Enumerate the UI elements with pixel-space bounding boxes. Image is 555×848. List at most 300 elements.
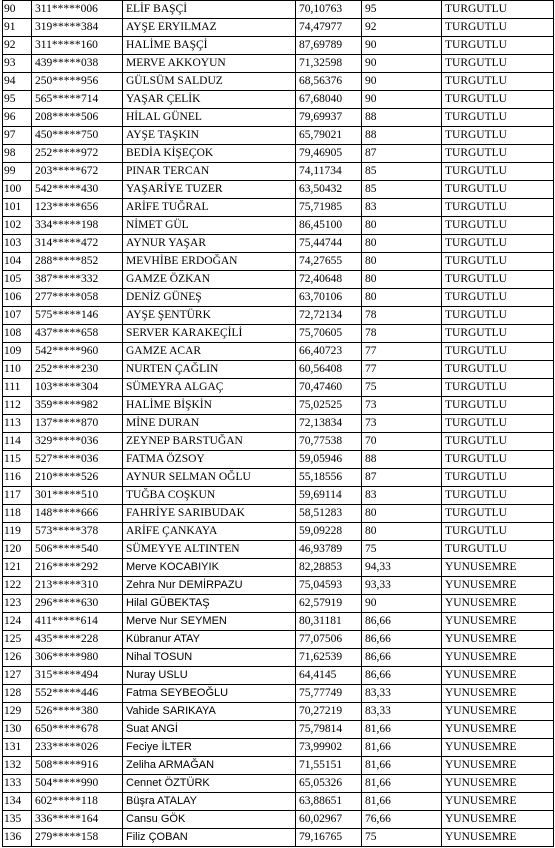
table-row [3,325,554,343]
score-cell: 68,56376 [296,73,362,91]
id-number-cell: 315*****494 [32,667,123,685]
points-cell: 77 [362,343,442,361]
district-cell: YUNUSEMRE [442,577,554,595]
table-row [3,163,554,181]
district-cell: YUNUSEMRE [442,775,554,793]
score-cell: 75,04593 [296,577,362,595]
table-row [3,487,554,505]
id-number-cell: 336*****164 [32,811,123,829]
row-number-cell: 129 [3,703,32,721]
row-number-cell: 127 [3,667,32,685]
district-cell: YUNUSEMRE [442,559,554,577]
row-number-cell: 100 [3,181,32,199]
full-name-cell: Zehra Nur DEMİRPAZU [123,577,296,595]
row-number-cell: 128 [3,685,32,703]
full-name-cell: AYŞE ŞENTÜRK [123,307,296,325]
full-name-cell: Feciye İLTER [123,739,296,757]
row-number-cell: 122 [3,577,32,595]
full-name-cell: ARİFE TUĞRAL [123,199,296,217]
id-number-cell: 311*****160 [32,37,123,55]
id-number-cell: 123*****656 [32,199,123,217]
score-cell: 58,51283 [296,505,362,523]
district-cell: TURGUTLU [442,109,554,127]
score-cell: 70,47460 [296,379,362,397]
table-row [3,505,554,523]
score-cell: 73,99902 [296,739,362,757]
score-cell: 66,40723 [296,343,362,361]
id-number-cell: 565*****714 [32,91,123,109]
table-row [3,649,554,667]
score-cell: 59,09228 [296,523,362,541]
score-cell: 62,57919 [296,595,362,613]
row-number-cell: 112 [3,397,32,415]
table-row [3,433,554,451]
row-number-cell: 106 [3,289,32,307]
id-number-cell: 296*****630 [32,595,123,613]
table-row [3,541,554,559]
full-name-cell: Vahide SARIKAYA [123,703,296,721]
table-row [3,91,554,109]
points-cell: 90 [362,595,442,613]
table-row [3,775,554,793]
points-cell: 90 [362,55,442,73]
score-cell: 75,02525 [296,397,362,415]
id-number-cell: 573*****378 [32,523,123,541]
score-cell: 75,70605 [296,325,362,343]
id-number-cell: 542*****960 [32,343,123,361]
points-cell: 85 [362,163,442,181]
row-number-cell: 99 [3,163,32,181]
table-row [3,1,554,19]
district-cell: TURGUTLU [442,379,554,397]
id-number-cell: 650*****678 [32,721,123,739]
table-row [3,685,554,703]
row-number-cell: 92 [3,37,32,55]
district-cell: TURGUTLU [442,1,554,19]
points-cell: 88 [362,451,442,469]
score-cell: 60,02967 [296,811,362,829]
full-name-cell: DENİZ GÜNEŞ [123,289,296,307]
score-cell: 70,77538 [296,433,362,451]
points-cell: 80 [362,289,442,307]
district-cell: TURGUTLU [442,289,554,307]
id-number-cell: 542*****430 [32,181,123,199]
score-cell: 63,70106 [296,289,362,307]
row-number-cell: 132 [3,757,32,775]
table-row [3,397,554,415]
district-cell: TURGUTLU [442,451,554,469]
full-name-cell: FAHRİYE SARIBUDAK [123,505,296,523]
score-cell: 70,27219 [296,703,362,721]
id-number-cell: 314*****472 [32,235,123,253]
score-cell: 74,11734 [296,163,362,181]
full-name-cell: GAMZE ACAR [123,343,296,361]
points-cell: 81,66 [362,775,442,793]
table-row [3,793,554,811]
table-row [3,703,554,721]
points-cell: 80 [362,505,442,523]
table-row [3,343,554,361]
table-row [3,631,554,649]
points-cell: 80 [362,235,442,253]
points-cell: 76,66 [362,811,442,829]
full-name-cell: FATMA ÖZSOY [123,451,296,469]
district-cell: TURGUTLU [442,181,554,199]
district-cell: TURGUTLU [442,325,554,343]
points-cell: 80 [362,217,442,235]
candidate-list-table [2,0,554,847]
full-name-cell: Merve KOCABIYIK [123,559,296,577]
full-name-cell: PINAR TERCAN [123,163,296,181]
row-number-cell: 133 [3,775,32,793]
district-cell: TURGUTLU [442,541,554,559]
points-cell: 93,33 [362,577,442,595]
full-name-cell: NURTEN ÇAĞLIN [123,361,296,379]
row-number-cell: 120 [3,541,32,559]
table-row [3,127,554,145]
score-cell: 63,88651 [296,793,362,811]
id-number-cell: 277*****058 [32,289,123,307]
score-cell: 74,27655 [296,253,362,271]
table-row [3,559,554,577]
id-number-cell: 288*****852 [32,253,123,271]
id-number-cell: 311*****006 [32,1,123,19]
district-cell: TURGUTLU [442,343,554,361]
score-cell: 71,55151 [296,757,362,775]
row-number-cell: 110 [3,361,32,379]
row-number-cell: 109 [3,343,32,361]
row-number-cell: 94 [3,73,32,91]
points-cell: 87 [362,145,442,163]
score-cell: 77,07506 [296,631,362,649]
district-cell: TURGUTLU [442,361,554,379]
points-cell: 86,66 [362,613,442,631]
district-cell: YUNUSEMRE [442,739,554,757]
full-name-cell: TUĞBA COŞKUN [123,487,296,505]
row-number-cell: 96 [3,109,32,127]
table-row [3,307,554,325]
full-name-cell: HALİME BAŞÇİ [123,37,296,55]
id-number-cell: 602*****118 [32,793,123,811]
full-name-cell: ELİF BAŞÇİ [123,1,296,19]
score-cell: 72,13834 [296,415,362,433]
id-number-cell: 450*****750 [32,127,123,145]
id-number-cell: 504*****990 [32,775,123,793]
score-cell: 75,71985 [296,199,362,217]
full-name-cell: ARİFE ÇANKAYA [123,523,296,541]
points-cell: 88 [362,109,442,127]
row-number-cell: 134 [3,793,32,811]
row-number-cell: 103 [3,235,32,253]
district-cell: TURGUTLU [442,307,554,325]
district-cell: TURGUTLU [442,73,554,91]
table-row [3,595,554,613]
points-cell: 80 [362,253,442,271]
district-cell: TURGUTLU [442,37,554,55]
district-cell: YUNUSEMRE [442,649,554,667]
district-cell: TURGUTLU [442,235,554,253]
points-cell: 73 [362,397,442,415]
table-row [3,253,554,271]
full-name-cell: GAMZE ÖZKAN [123,271,296,289]
score-cell: 65,79021 [296,127,362,145]
row-number-cell: 116 [3,469,32,487]
district-cell: YUNUSEMRE [442,613,554,631]
id-number-cell: 437*****658 [32,325,123,343]
district-cell: TURGUTLU [442,271,554,289]
row-number-cell: 126 [3,649,32,667]
points-cell: 94,33 [362,559,442,577]
table-row [3,199,554,217]
district-cell: YUNUSEMRE [442,631,554,649]
district-cell: TURGUTLU [442,55,554,73]
row-number-cell: 108 [3,325,32,343]
full-name-cell: SERVER KARAKEÇİLİ [123,325,296,343]
points-cell: 92 [362,19,442,37]
row-number-cell: 125 [3,631,32,649]
row-number-cell: 131 [3,739,32,757]
row-number-cell: 118 [3,505,32,523]
points-cell: 86,66 [362,667,442,685]
id-number-cell: 137*****870 [32,415,123,433]
score-cell: 63,50432 [296,181,362,199]
table-row [3,613,554,631]
row-number-cell: 119 [3,523,32,541]
id-number-cell: 334*****198 [32,217,123,235]
district-cell: TURGUTLU [442,217,554,235]
id-number-cell: 148*****666 [32,505,123,523]
score-cell: 46,93789 [296,541,362,559]
district-cell: YUNUSEMRE [442,721,554,739]
id-number-cell: 210*****526 [32,469,123,487]
id-number-cell: 216*****292 [32,559,123,577]
row-number-cell: 121 [3,559,32,577]
row-number-cell: 101 [3,199,32,217]
id-number-cell: 252*****230 [32,361,123,379]
id-number-cell: 213*****310 [32,577,123,595]
table-row [3,811,554,829]
id-number-cell: 411*****614 [32,613,123,631]
id-number-cell: 435*****228 [32,631,123,649]
table-row [3,451,554,469]
score-cell: 74,47977 [296,19,362,37]
id-number-cell: 203*****672 [32,163,123,181]
row-number-cell: 97 [3,127,32,145]
full-name-cell: MERVE AKKOYUN [123,55,296,73]
points-cell: 75 [362,541,442,559]
score-cell: 82,28853 [296,559,362,577]
points-cell: 95 [362,1,442,19]
full-name-cell: Nuray USLU [123,667,296,685]
id-number-cell: 506*****540 [32,541,123,559]
points-cell: 81,66 [362,793,442,811]
row-number-cell: 130 [3,721,32,739]
table-row [3,379,554,397]
row-number-cell: 111 [3,379,32,397]
full-name-cell: AYŞE ERYILMAZ [123,19,296,37]
full-name-cell: Nihal TOSUN [123,649,296,667]
full-name-cell: AYNUR YAŞAR [123,235,296,253]
table-row [3,667,554,685]
score-cell: 70,10763 [296,1,362,19]
row-number-cell: 124 [3,613,32,631]
table-row [3,73,554,91]
district-cell: TURGUTLU [442,469,554,487]
points-cell: 70 [362,433,442,451]
full-name-cell: Hilal GÜBEKTAŞ [123,595,296,613]
district-cell: YUNUSEMRE [442,667,554,685]
table-row [3,829,554,847]
id-number-cell: 575*****146 [32,307,123,325]
row-number-cell: 135 [3,811,32,829]
district-cell: YUNUSEMRE [442,757,554,775]
district-cell: YUNUSEMRE [442,685,554,703]
full-name-cell: Kübranur ATAY [123,631,296,649]
full-name-cell: HALİME BİŞKİN [123,397,296,415]
row-number-cell: 113 [3,415,32,433]
id-number-cell: 208*****506 [32,109,123,127]
full-name-cell: Zeliha ARMAĞAN [123,757,296,775]
row-number-cell: 123 [3,595,32,613]
table-row [3,523,554,541]
score-cell: 59,05946 [296,451,362,469]
points-cell: 86,66 [362,631,442,649]
row-number-cell: 102 [3,217,32,235]
id-number-cell: 306*****980 [32,649,123,667]
score-cell: 65,05326 [296,775,362,793]
district-cell: TURGUTLU [442,199,554,217]
points-cell: 81,66 [362,721,442,739]
points-cell: 90 [362,73,442,91]
full-name-cell: SÜMEYRA ALGAÇ [123,379,296,397]
row-number-cell: 93 [3,55,32,73]
district-cell: YUNUSEMRE [442,793,554,811]
full-name-cell: HİLAL GÜNEL [123,109,296,127]
id-number-cell: 387*****332 [32,271,123,289]
id-number-cell: 527*****036 [32,451,123,469]
points-cell: 81,66 [362,757,442,775]
row-number-cell: 105 [3,271,32,289]
id-number-cell: 301*****510 [32,487,123,505]
score-cell: 79,69937 [296,109,362,127]
table-row [3,361,554,379]
points-cell: 75 [362,379,442,397]
id-number-cell: 329*****036 [32,433,123,451]
score-cell: 75,77749 [296,685,362,703]
row-number-cell: 114 [3,433,32,451]
district-cell: TURGUTLU [442,19,554,37]
table-body [3,1,554,847]
points-cell: 73 [362,415,442,433]
points-cell: 78 [362,307,442,325]
score-cell: 75,44744 [296,235,362,253]
district-cell: TURGUTLU [442,397,554,415]
full-name-cell: Filiz ÇOBAN [123,829,296,847]
table-row [3,271,554,289]
points-cell: 80 [362,271,442,289]
score-cell: 72,72134 [296,307,362,325]
district-cell: YUNUSEMRE [442,829,554,847]
row-number-cell: 98 [3,145,32,163]
points-cell: 90 [362,37,442,55]
id-number-cell: 359*****982 [32,397,123,415]
points-cell: 83 [362,487,442,505]
full-name-cell: GÜLSÜM SALDUZ [123,73,296,91]
score-cell: 64,4145 [296,667,362,685]
full-name-cell: ZEYNEP BARSTUĞAN [123,433,296,451]
score-cell: 71,62539 [296,649,362,667]
points-cell: 85 [362,181,442,199]
points-cell: 88 [362,127,442,145]
score-cell: 59,69114 [296,487,362,505]
district-cell: TURGUTLU [442,163,554,181]
score-cell: 79,46905 [296,145,362,163]
points-cell: 86,66 [362,649,442,667]
points-cell: 83,33 [362,703,442,721]
score-cell: 60,56408 [296,361,362,379]
id-number-cell: 319*****384 [32,19,123,37]
row-number-cell: 90 [3,1,32,19]
district-cell: TURGUTLU [442,487,554,505]
row-number-cell: 117 [3,487,32,505]
district-cell: YUNUSEMRE [442,595,554,613]
district-cell: TURGUTLU [442,91,554,109]
points-cell: 80 [362,523,442,541]
full-name-cell: YAŞARİYE TUZER [123,181,296,199]
table-row [3,577,554,595]
full-name-cell: YAŞAR ÇELİK [123,91,296,109]
district-cell: TURGUTLU [442,415,554,433]
district-cell: YUNUSEMRE [442,811,554,829]
full-name-cell: Cansu GÖK [123,811,296,829]
points-cell: 78 [362,325,442,343]
row-number-cell: 107 [3,307,32,325]
full-name-cell: MİNE DURAN [123,415,296,433]
id-number-cell: 233*****026 [32,739,123,757]
table-row [3,721,554,739]
full-name-cell: Fatma SEYBEOĞLU [123,685,296,703]
id-number-cell: 508*****916 [32,757,123,775]
id-number-cell: 439*****038 [32,55,123,73]
table-row [3,37,554,55]
table-row [3,757,554,775]
score-cell: 67,68040 [296,91,362,109]
table-row [3,289,554,307]
full-name-cell: SÜMEYYE ALTINTEN [123,541,296,559]
full-name-cell: AYNUR SELMAN OĞLU [123,469,296,487]
score-cell: 86,45100 [296,217,362,235]
score-cell: 79,16765 [296,829,362,847]
district-cell: TURGUTLU [442,145,554,163]
full-name-cell: Büşra ATALAY [123,793,296,811]
table-row [3,739,554,757]
score-cell: 55,18556 [296,469,362,487]
row-number-cell: 104 [3,253,32,271]
district-cell: YUNUSEMRE [442,703,554,721]
full-name-cell: BEDİA KİŞEÇOK [123,145,296,163]
district-cell: TURGUTLU [442,253,554,271]
table-row [3,145,554,163]
row-number-cell: 95 [3,91,32,109]
score-cell: 71,32598 [296,55,362,73]
score-cell: 80,31181 [296,613,362,631]
id-number-cell: 250*****956 [32,73,123,91]
table-row [3,415,554,433]
id-number-cell: 279*****158 [32,829,123,847]
id-number-cell: 526*****380 [32,703,123,721]
id-number-cell: 252*****972 [32,145,123,163]
full-name-cell: AYŞE TAŞKIN [123,127,296,145]
